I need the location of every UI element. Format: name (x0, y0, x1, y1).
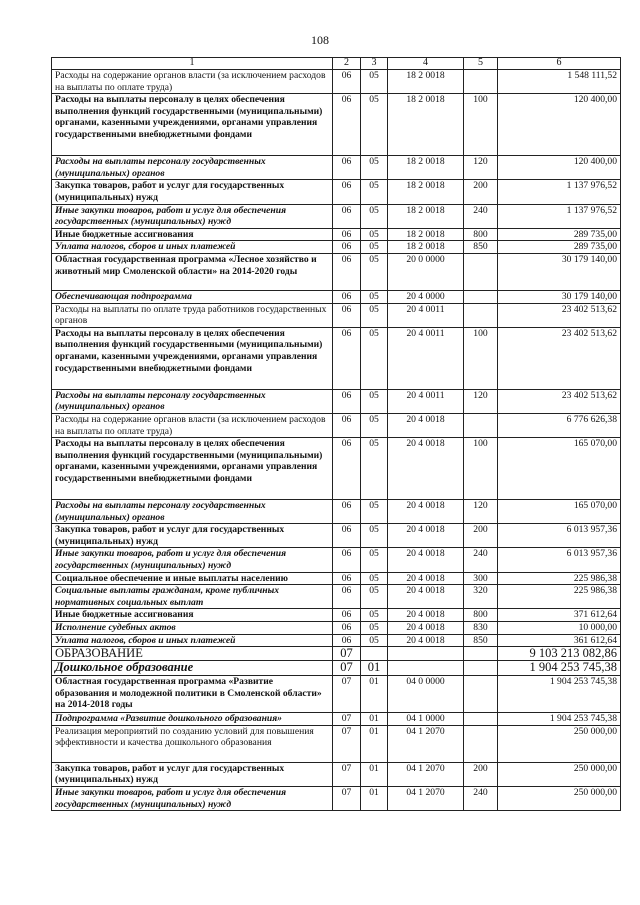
table-row (52, 389, 621, 413)
expense-type-code: 240 (464, 787, 498, 811)
budget-item-name: Расходы на выплаты персоналу в целях обеспечения выполнения функций государственными (муниципальными) органами, казенными учреждениями, органами управления государственными внебюджетными фондами (52, 327, 333, 389)
amount: 361 612,64 (498, 634, 621, 647)
target-article-code: 18 2 0018 (388, 180, 464, 204)
section-code: 06 (333, 204, 361, 228)
budget-item-name: Уплата налогов, сборов и иных платежей (52, 241, 333, 254)
budget-item-name: Социальное обеспечение и иные выплаты населению (52, 572, 333, 585)
amount: 371 612,64 (498, 609, 621, 622)
subsection-code: 05 (361, 413, 388, 437)
table-row (52, 204, 621, 228)
target-article-code: 04 1 2070 (388, 725, 464, 762)
table-row (52, 327, 621, 389)
amount: 250 000,00 (498, 762, 621, 786)
amount: 250 000,00 (498, 725, 621, 762)
table-row (52, 647, 621, 661)
subsection-code: 01 (361, 676, 388, 713)
column-header: 2 (333, 58, 361, 70)
section-code: 06 (333, 70, 361, 94)
expense-type-code: 240 (464, 204, 498, 228)
amount: 250 000,00 (498, 787, 621, 811)
budget-item-name: Социальные выплаты гражданам, кроме публичных нормативных социальных выплат (52, 585, 333, 609)
table-row (52, 661, 621, 676)
subsection-code: 05 (361, 389, 388, 413)
subsection-code: 05 (361, 327, 388, 389)
section-code: 06 (333, 389, 361, 413)
target-article-code: 20 4 0011 (388, 303, 464, 327)
target-article-code: 18 2 0018 (388, 156, 464, 180)
table-row (52, 634, 621, 647)
subsection-code: 05 (361, 94, 388, 156)
section-code: 07 (333, 725, 361, 762)
budget-item-name: Расходы на выплаты по оплате труда работников государственных органов (52, 303, 333, 327)
amount: 6 013 957,36 (498, 524, 621, 548)
subsection-code: 05 (361, 70, 388, 94)
expense-type-code (464, 676, 498, 713)
target-article-code: 20 4 0018 (388, 413, 464, 437)
target-article-code: 20 4 0011 (388, 327, 464, 389)
subsection-code (361, 647, 388, 661)
subsection-code: 05 (361, 524, 388, 548)
amount: 1 137 976,52 (498, 204, 621, 228)
amount: 23 402 513,62 (498, 389, 621, 413)
target-article-code: 04 1 0000 (388, 713, 464, 726)
section-code: 06 (333, 609, 361, 622)
table-row (52, 253, 621, 290)
target-article-code: 18 2 0018 (388, 70, 464, 94)
expense-type-code: 200 (464, 180, 498, 204)
target-article-code: 20 4 0018 (388, 572, 464, 585)
subsection-code: 01 (361, 787, 388, 811)
page-number: 108 (311, 33, 329, 47)
column-number-row (52, 58, 621, 70)
subsection-code: 05 (361, 228, 388, 241)
section-code: 06 (333, 585, 361, 609)
target-article-code: 18 2 0018 (388, 241, 464, 254)
subsection-code: 05 (361, 609, 388, 622)
expense-type-code: 200 (464, 762, 498, 786)
amount: 225 986,38 (498, 585, 621, 609)
budget-item-name: Уплата налогов, сборов и иных платежей (52, 634, 333, 647)
expense-type-code (464, 647, 498, 661)
target-article-code: 04 0 0000 (388, 676, 464, 713)
expense-type-code (464, 303, 498, 327)
section-code: 06 (333, 303, 361, 327)
amount: 165 070,00 (498, 500, 621, 524)
budget-item-name: Расходы на выплаты персоналу государственных (муниципальных) органов (52, 156, 333, 180)
target-article-code: 20 4 0018 (388, 634, 464, 647)
table-row (52, 156, 621, 180)
subsection-code: 05 (361, 156, 388, 180)
target-article-code: 20 4 0018 (388, 500, 464, 524)
table-row (52, 94, 621, 156)
section-code: 06 (333, 327, 361, 389)
column-header: 1 (52, 58, 333, 70)
expense-type-code: 120 (464, 500, 498, 524)
section-code: 06 (333, 634, 361, 647)
amount: 120 400,00 (498, 156, 621, 180)
budget-item-name: Реализация мероприятий по созданию условий для повышения эффективности и качества дошкольного образования (52, 725, 333, 762)
target-article-code: 20 4 0018 (388, 585, 464, 609)
subsection-code: 05 (361, 204, 388, 228)
budget-item-name: Расходы на содержание органов власти (за исключением расходов на выплаты по оплате труда) (52, 70, 333, 94)
section-code: 06 (333, 438, 361, 500)
amount: 30 179 140,00 (498, 253, 621, 290)
section-code: 06 (333, 572, 361, 585)
subsection-code: 05 (361, 253, 388, 290)
table-row (52, 290, 621, 303)
target-article-code: 20 4 0011 (388, 389, 464, 413)
amount: 1 904 253 745,38 (498, 713, 621, 726)
amount: 1 904 253 745,38 (498, 661, 621, 676)
target-article-code (388, 647, 464, 661)
amount: 23 402 513,62 (498, 327, 621, 389)
section-code: 06 (333, 413, 361, 437)
target-article-code: 20 4 0018 (388, 622, 464, 635)
amount: 289 735,00 (498, 241, 621, 254)
budget-item-name: Расходы на выплаты персоналу в целях обеспечения выполнения функций государственными (муниципальными) органами, казенными учреждениями, органами управления государственными внебюджетными фондами (52, 94, 333, 156)
amount: 1 548 111,52 (498, 70, 621, 94)
budget-item-name: Подпрограмма «Развитие дошкольного образования» (52, 713, 333, 726)
subsection-code: 05 (361, 500, 388, 524)
budget-item-name: Расходы на выплаты персоналу государственных (муниципальных) органов (52, 389, 333, 413)
section-code: 06 (333, 94, 361, 156)
budget-item-name: Исполнение судебных актов (52, 622, 333, 635)
section-code: 06 (333, 253, 361, 290)
subsection-code: 01 (361, 661, 388, 676)
expense-type-code (464, 713, 498, 726)
expense-type-code: 100 (464, 438, 498, 500)
budget-item-name: Расходы на выплаты персоналу в целях обеспечения выполнения функций государственными (муниципальными) органами, казенными учреждениями, органами управления государственными внебюджетными фондами (52, 438, 333, 500)
column-header: 4 (388, 58, 464, 70)
expense-type-code: 800 (464, 228, 498, 241)
expense-type-code (464, 725, 498, 762)
expense-type-code (464, 70, 498, 94)
amount: 1 137 976,52 (498, 180, 621, 204)
subsection-code: 05 (361, 303, 388, 327)
budget-table (51, 57, 621, 811)
table-row (52, 787, 621, 811)
table-row (52, 303, 621, 327)
target-article-code: 20 0 0000 (388, 253, 464, 290)
budget-item-name: Закупка товаров, работ и услуг для государственных (муниципальных) нужд (52, 762, 333, 786)
amount: 9 103 213 082,86 (498, 647, 621, 661)
table-row (52, 609, 621, 622)
expense-type-code: 300 (464, 572, 498, 585)
expense-type-code: 200 (464, 524, 498, 548)
amount: 30 179 140,00 (498, 290, 621, 303)
target-article-code: 04 1 2070 (388, 787, 464, 811)
section-code: 06 (333, 548, 361, 572)
budget-item-name: Закупка товаров, работ и услуг для государственных (муниципальных) нужд (52, 524, 333, 548)
expense-type-code: 100 (464, 94, 498, 156)
table-row (52, 500, 621, 524)
amount: 289 735,00 (498, 228, 621, 241)
amount: 120 400,00 (498, 94, 621, 156)
table-row (52, 725, 621, 762)
subsection-code: 05 (361, 290, 388, 303)
subsection-code: 01 (361, 725, 388, 762)
table-row (52, 585, 621, 609)
expense-type-code: 800 (464, 609, 498, 622)
subsection-code: 05 (361, 241, 388, 254)
budget-item-name: Иные бюджетные ассигнования (52, 609, 333, 622)
budget-item-name: Иные закупки товаров, работ и услуг для обеспечения государственных (муниципальных) нужд (52, 787, 333, 811)
section-code: 06 (333, 524, 361, 548)
table-row (52, 762, 621, 786)
section-code: 06 (333, 622, 361, 635)
subsection-code: 05 (361, 180, 388, 204)
table-row (52, 713, 621, 726)
expense-type-code (464, 413, 498, 437)
table-row (52, 622, 621, 635)
budget-item-name: ОБРАЗОВАНИЕ (52, 647, 333, 661)
target-article-code: 18 2 0018 (388, 228, 464, 241)
amount: 1 904 253 745,38 (498, 676, 621, 713)
table-row (52, 676, 621, 713)
target-article-code: 04 1 2070 (388, 762, 464, 786)
table-row (52, 438, 621, 500)
section-code: 06 (333, 228, 361, 241)
section-code: 06 (333, 180, 361, 204)
expense-type-code: 100 (464, 327, 498, 389)
section-code: 07 (333, 676, 361, 713)
subsection-code: 05 (361, 548, 388, 572)
section-code: 06 (333, 241, 361, 254)
amount: 6 776 626,38 (498, 413, 621, 437)
table-row (52, 228, 621, 241)
budget-item-name: Иные закупки товаров, работ и услуг для обеспечения государственных (муниципальных) нужд (52, 548, 333, 572)
budget-item-name: Иные закупки товаров, работ и услуг для обеспечения государственных (муниципальных) нужд (52, 204, 333, 228)
section-code: 06 (333, 156, 361, 180)
amount: 225 986,38 (498, 572, 621, 585)
amount: 165 070,00 (498, 438, 621, 500)
target-article-code: 18 2 0018 (388, 94, 464, 156)
table-row (52, 180, 621, 204)
budget-item-name: Расходы на содержание органов власти (за исключением расходов на выплаты по оплате труда) (52, 413, 333, 437)
expense-type-code: 850 (464, 634, 498, 647)
expense-type-code: 320 (464, 585, 498, 609)
expense-type-code: 830 (464, 622, 498, 635)
target-article-code: 20 4 0000 (388, 290, 464, 303)
column-header: 5 (464, 58, 498, 70)
table-row (52, 524, 621, 548)
subsection-code: 05 (361, 585, 388, 609)
table-row (52, 70, 621, 94)
budget-item-name: Обеспечивающая подпрограмма (52, 290, 333, 303)
section-code: 07 (333, 713, 361, 726)
column-header: 3 (361, 58, 388, 70)
table-row (52, 413, 621, 437)
target-article-code: 20 4 0018 (388, 548, 464, 572)
subsection-code: 05 (361, 622, 388, 635)
amount: 6 013 957,36 (498, 548, 621, 572)
expense-type-code (464, 290, 498, 303)
table-row (52, 572, 621, 585)
target-article-code: 20 4 0018 (388, 438, 464, 500)
table-row (52, 548, 621, 572)
section-code: 07 (333, 661, 361, 676)
subsection-code: 05 (361, 634, 388, 647)
amount: 23 402 513,62 (498, 303, 621, 327)
section-code: 07 (333, 762, 361, 786)
subsection-code: 05 (361, 438, 388, 500)
target-article-code: 20 4 0018 (388, 524, 464, 548)
budget-item-name: Дошкольное образование (52, 661, 333, 676)
budget-item-name: Расходы на выплаты персоналу государственных (муниципальных) органов (52, 500, 333, 524)
subsection-code: 01 (361, 713, 388, 726)
budget-item-name: Закупка товаров, работ и услуг для государственных (муниципальных) нужд (52, 180, 333, 204)
budget-item-name: Областная государственная программа «Лесное хозяйство и животный мир Смоленской области» на 2014-2020 годы (52, 253, 333, 290)
budget-item-name: Областная государственная программа «Развитие образования и молодежной политики в Смоленской области» на 2014-2018 годы (52, 676, 333, 713)
expense-type-code (464, 253, 498, 290)
target-article-code: 18 2 0018 (388, 204, 464, 228)
expense-type-code: 850 (464, 241, 498, 254)
target-article-code: 20 4 0018 (388, 609, 464, 622)
target-article-code (388, 661, 464, 676)
subsection-code: 01 (361, 762, 388, 786)
expense-type-code: 240 (464, 548, 498, 572)
expense-type-code: 120 (464, 389, 498, 413)
column-header: 6 (498, 58, 621, 70)
section-code: 06 (333, 500, 361, 524)
budget-item-name: Иные бюджетные ассигнования (52, 228, 333, 241)
section-code: 07 (333, 787, 361, 811)
section-code: 06 (333, 290, 361, 303)
amount: 10 000,00 (498, 622, 621, 635)
section-code: 07 (333, 647, 361, 661)
expense-type-code: 120 (464, 156, 498, 180)
subsection-code: 05 (361, 572, 388, 585)
expense-type-code (464, 661, 498, 676)
table-row (52, 241, 621, 254)
